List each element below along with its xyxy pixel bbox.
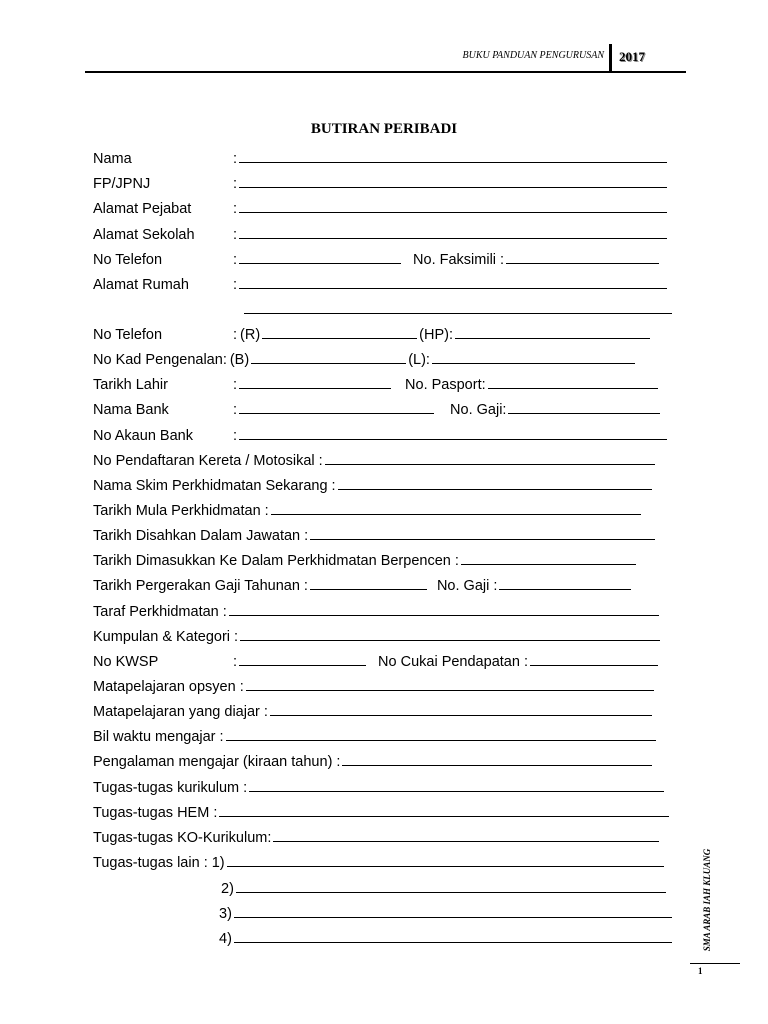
side-text: SMA ARAB IAH KLUANG — [702, 848, 712, 952]
field-fp-jpnj[interactable] — [239, 175, 667, 188]
row-pengalaman — [93, 752, 654, 772]
row-matapelajaran-opsyen — [93, 677, 656, 697]
field-alamat-sekolah[interactable] — [239, 226, 667, 239]
row-no-akaun-bank: No Akaun Bank : — [93, 426, 669, 446]
row-matapelajaran-diajar — [93, 702, 654, 722]
label-matapelajaran-diajar: Matapelajaran yang diajar : — [93, 704, 268, 720]
label-tarikh-pergerakan-gaji: Tarikh Pergerakan Gaji Tahunan : — [93, 578, 308, 594]
form-title: BUTIRAN PERIBADI — [310, 121, 458, 137]
field-no-gaji-1[interactable] — [508, 401, 660, 414]
label-no-faksimili: No. Faksimili : — [413, 252, 505, 268]
row-taraf-perkhidmatan — [93, 602, 661, 622]
field-kad-l[interactable] — [432, 351, 635, 364]
label-no-kad-pengenalan: No Kad Pengenalan — [93, 352, 223, 368]
label-bil-waktu: Bil waktu mengajar : — [93, 729, 224, 745]
row-no-telefon-1: No Telefon : No. Faksimili : — [93, 250, 661, 270]
label-no-gaji-2: No. Gaji : — [436, 578, 498, 594]
field-tugas-hem[interactable] — [219, 804, 669, 817]
label-alamat-rumah: Alamat Rumah — [93, 277, 189, 293]
row-tugas-lain-1 — [93, 853, 666, 873]
field-telefon-hp[interactable] — [455, 326, 650, 339]
label-kumpulan-kategori: Kumpulan & Kategori : — [93, 629, 239, 645]
row-tarikh-pergerakan-gaji — [93, 576, 633, 596]
label-tugas-kurikulum: Tugas-tugas kurikulum : — [93, 780, 248, 796]
page-number: 1 — [698, 966, 703, 976]
row-alamat-pejabat: Alamat Pejabat : — [93, 199, 669, 219]
field-tugas-lain-3[interactable] — [234, 905, 672, 918]
label-matapelajaran-opsyen: Matapelajaran opsyen : — [93, 679, 244, 695]
field-no-akaun-bank[interactable] — [239, 427, 667, 440]
label-kad-b: (B) — [229, 352, 250, 368]
label-tugas-lain-3: 3) — [219, 906, 232, 922]
field-telefon-r[interactable] — [262, 326, 417, 339]
label-pengalaman: Pengalaman mengajar (kiraan tahun) : — [93, 754, 341, 770]
row-tugas-lain-3 — [219, 904, 674, 924]
field-kad-b[interactable] — [251, 351, 406, 364]
field-tarikh-mula[interactable] — [271, 502, 641, 515]
row-tugas-hem — [93, 803, 671, 823]
row-tugas-lain-2 — [221, 879, 668, 899]
label-no-cukai: No Cukai Pendapatan : — [378, 654, 528, 670]
label-tarikh-dimasukkan: Tarikh Dimasukkan Ke Dalam Perkhidmatan Berpencen : — [93, 553, 459, 569]
label-no-gaji-1: No. Gaji: — [450, 402, 507, 418]
field-tugas-ko[interactable] — [273, 829, 659, 842]
label-telefon-hp: (HP): — [419, 327, 454, 343]
row-tugas-lain-4 — [219, 929, 674, 949]
row-tarikh-dimasukkan — [93, 551, 638, 571]
field-tarikh-dimasukkan[interactable] — [461, 552, 636, 565]
label-tugas-lain-4: 4) — [219, 931, 232, 947]
label-taraf-perkhidmatan: Taraf Perkhidmatan : — [93, 604, 227, 620]
header-rule — [85, 71, 686, 73]
field-tugas-lain-1[interactable] — [227, 854, 664, 867]
row-bil-waktu — [93, 727, 658, 747]
label-tugas-ko: Tugas-tugas KO-Kurikulum: — [93, 830, 272, 846]
row-no-pendaftaran-kereta — [93, 451, 657, 471]
field-no-kwsp[interactable] — [239, 653, 366, 666]
field-tugas-kurikulum[interactable] — [249, 779, 664, 792]
label-tarikh-mula: Tarikh Mula Perkhidmatan : — [93, 503, 269, 519]
field-kumpulan-kategori[interactable] — [240, 628, 660, 641]
field-matapelajaran-opsyen[interactable] — [246, 678, 654, 691]
field-no-telefon[interactable] — [239, 251, 401, 264]
label-no-telefon: No Telefon — [93, 252, 163, 268]
label-no-pendaftaran-kereta: No Pendaftaran Kereta / Motosikal : — [93, 453, 323, 469]
row-kumpulan-kategori — [93, 627, 662, 647]
field-tarikh-lahir[interactable] — [239, 376, 391, 389]
label-alamat-pejabat: Alamat Pejabat — [93, 201, 192, 217]
row-nama-skim — [93, 476, 654, 496]
row-fp-jpnj: FP/JPNJ : — [93, 174, 669, 194]
row-alamat-sekolah: Alamat Sekolah : — [93, 225, 669, 245]
label-alamat-sekolah: Alamat Sekolah — [93, 227, 195, 243]
row-tugas-kurikulum — [93, 778, 666, 798]
label-tugas-lain-2: 2) — [221, 881, 234, 897]
field-bil-waktu[interactable] — [226, 728, 656, 741]
field-tarikh-pergerakan-gaji[interactable] — [310, 577, 427, 590]
field-no-pasport[interactable] — [488, 376, 658, 389]
field-no-gaji-2[interactable] — [499, 577, 631, 590]
row-tarikh-lahir: Tarikh Lahir : No. Pasport: — [93, 375, 660, 395]
label-fp-jpnj: FP/JPNJ — [93, 176, 151, 192]
field-pengalaman[interactable] — [342, 753, 652, 766]
field-alamat-rumah[interactable] — [239, 276, 667, 289]
field-tarikh-disahkan[interactable] — [310, 527, 655, 540]
row-alamat-rumah: Alamat Rumah : — [93, 275, 669, 295]
field-no-pendaftaran-kereta[interactable] — [325, 452, 655, 465]
row-no-telefon-2: No Telefon : (R) (HP): — [93, 325, 652, 345]
field-nama[interactable] — [239, 150, 667, 163]
label-kad-l: (L): — [408, 352, 430, 368]
label-no-telefon-2: No Telefon — [93, 327, 163, 343]
label-no-pasport: No. Pasport: — [405, 377, 486, 393]
header-divider — [609, 44, 612, 72]
field-no-cukai[interactable] — [530, 653, 658, 666]
field-alamat-rumah-line2[interactable] — [244, 301, 672, 314]
label-nama-bank: Nama Bank — [93, 402, 169, 418]
label-no-kwsp: No KWSP — [93, 654, 159, 670]
header-title: BUKU PANDUAN PENGURUSAN — [462, 50, 604, 61]
field-tugas-lain-4[interactable] — [234, 930, 672, 943]
label-tugas-lain-1: Tugas-tugas lain : 1) — [93, 855, 225, 871]
field-tugas-lain-2[interactable] — [236, 880, 666, 893]
row-nama-bank: Nama Bank : No. Gaji: — [93, 400, 662, 420]
label-tugas-hem: Tugas-tugas HEM : — [93, 805, 218, 821]
label-nama-skim: Nama Skim Perkhidmatan Sekarang : — [93, 478, 336, 494]
row-nama: Nama : — [93, 149, 669, 169]
field-nama-skim[interactable] — [338, 477, 652, 490]
field-no-faksimili[interactable] — [506, 251, 659, 264]
side-school-name — [697, 840, 717, 960]
row-tugas-ko — [93, 828, 661, 848]
field-nama-bank[interactable] — [239, 401, 434, 414]
row-alamat-rumah-2 — [242, 300, 674, 320]
row-no-kad-pengenalan: No Kad Pengenalan: (B) (L): — [93, 350, 637, 370]
label-no-akaun-bank: No Akaun Bank — [93, 428, 193, 444]
row-no-kwsp: No KWSP : No Cukai Pendapatan : — [93, 652, 660, 672]
label-nama: Nama — [93, 151, 132, 167]
label-tarikh-lahir: Tarikh Lahir — [93, 377, 168, 393]
field-matapelajaran-diajar[interactable] — [270, 703, 652, 716]
label-tarikh-disahkan: Tarikh Disahkan Dalam Jawatan : — [93, 528, 309, 544]
row-tarikh-mula — [93, 501, 643, 521]
field-taraf-perkhidmatan[interactable] — [229, 603, 659, 616]
label-telefon-r: (R) — [240, 327, 261, 343]
footer-rule — [690, 963, 740, 964]
row-tarikh-disahkan — [93, 526, 657, 546]
header-year: 2017 — [619, 49, 645, 64]
field-alamat-pejabat[interactable] — [239, 200, 667, 213]
